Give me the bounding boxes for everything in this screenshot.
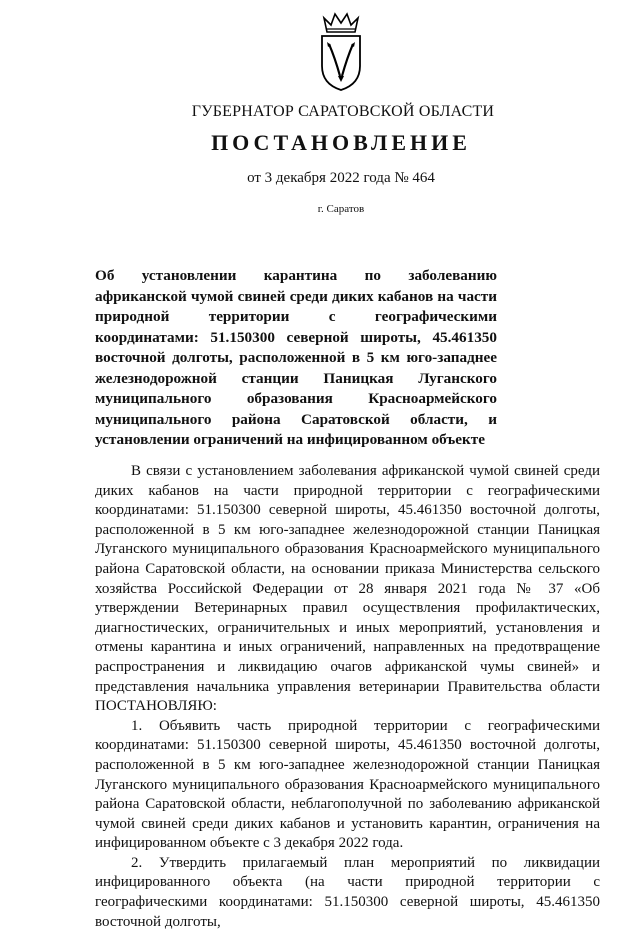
issuing-authority: ГУБЕРНАТОР САРАТОВСКОЙ ОБЛАСТИ: [191, 103, 495, 120]
body-paragraph: 2. Утвердить прилагаемый план мероприятий по ликвидации инфицированного объекта (на части природной территории с географическими координатами: 51.150300 северной широты, 45.461350 восточной долготы,: [95, 854, 600, 930]
body-paragraph: В связи с установлением заболевания африканской чумой свиней среди диких кабанов на части природной территории с географическими координатами: 51.150300 северной широты, 45.461350 восточной долготы, расположенной в 5 км юго-западнее железнодорожной станции Паницкая Луганского муниципального образования Красноармейского муниципального района Саратовской области, на основании приказа Министерства сельского хозяйства Российской Федерации от 28 января 2021 года № 37 «Об утверждении Ветеринарных правил осуществления профилактических, диагностических, ограничительных и иных мероприятий, установления и отмены карантина и иных ограничений, направленных на предотвращение распространения и ликвидацию очагов африканской чумы свиней» и представления начальника управления ветеринарии Правительства области ПОСТАНОВЛЯЮ:: [95, 463, 600, 715]
document-title: Об установлении карантина по заболеванию африканской чумой свиней среди диких кабанов на части природной территории с географическими координатами: 51.150300 северной широты, 45.461350 восточной долготы, расположенной в 5 км юго-западнее железнодорожной станции Паницкая Луганского муниципального образования Красноармейского муниципального района Саратовской области, и установлении ограничений на инфицированном объекте: [95, 267, 497, 448]
document-body: [95, 462, 600, 932]
body-paragraph: 1. Объявить часть природной территории с географическими координатами: 51.150300 северной широты, 45.461350 восточной долготы, расположенной в 5 км юго-западнее железнодорожной станции Паницкая Луганского муниципального образования Красноармейского муниципального района Саратовской области, неблагополучной по заболеванию африканской чумой свиней среди диких кабанов и установить карантин, ограничения на инфицированном объекте с 3 декабря 2022 года.: [95, 717, 600, 852]
saratov-coat-of-arms-icon: [318, 12, 364, 92]
document-date-number: от 3 декабря 2022 года № 464: [247, 170, 435, 186]
document-type: ПОСТАНОВЛЕНИЕ: [211, 130, 471, 155]
document-place: г. Саратов: [317, 203, 365, 215]
